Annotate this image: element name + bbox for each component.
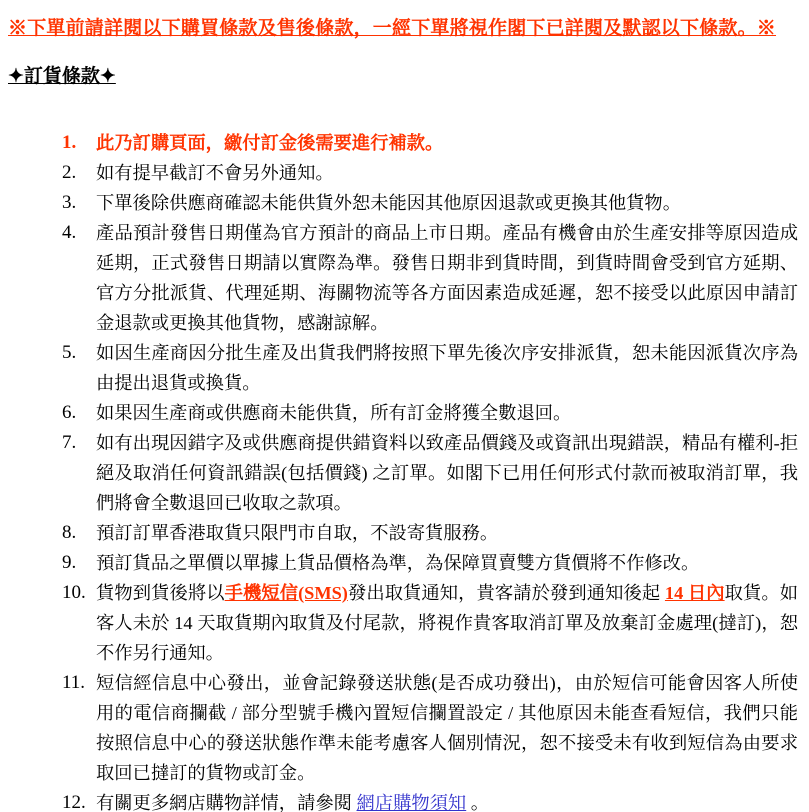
- term-number: 11.: [62, 672, 86, 693]
- term-number: 1.: [62, 132, 77, 153]
- term-item: [8, 338, 798, 398]
- term-number: 5.: [62, 342, 77, 363]
- term-text: 如果因生產商或供應商未能供貨，所有訂金將獲全數退回。: [96, 403, 572, 423]
- order-terms-heading: ✦訂貨條款✦: [8, 66, 116, 87]
- term-number: 8.: [62, 522, 77, 543]
- term-number: 4.: [62, 222, 77, 243]
- term-item: [8, 788, 798, 812]
- term-number: 2.: [62, 162, 77, 183]
- order-terms-list: [8, 128, 798, 812]
- term-text: 有關更多網店購物詳情，請參閱: [96, 793, 357, 812]
- term-item: [8, 398, 798, 428]
- term-text: 發出取貨通知，貴客請於發到通知後起: [347, 583, 665, 603]
- term-item: [8, 668, 798, 788]
- term-item: [8, 188, 798, 218]
- term-text: 此乃訂購頁面，繳付訂金後需要進行補款。: [96, 133, 444, 153]
- sms-notice-highlight: 手機短信(SMS): [224, 583, 348, 603]
- pickup-deadline-highlight: 14 日內: [664, 583, 725, 603]
- term-text: 預訂訂單香港取貨只限門市自取，不設寄貨服務。: [96, 523, 499, 543]
- term-number: 9.: [62, 552, 77, 573]
- term-number: 7.: [62, 432, 77, 453]
- term-number: 3.: [62, 192, 77, 213]
- term-item: [8, 218, 798, 338]
- store-shopping-guide-link[interactable]: 網店購物須知: [356, 793, 467, 812]
- term-item: [8, 548, 798, 578]
- term-text: 取貨。如客人未於 14 天取貨期內取貨及付尾款，將視作貴客取消訂單及放棄訂金處理(撻訂)，恕不作另行通知。: [96, 583, 799, 663]
- term-number: 10.: [62, 582, 86, 603]
- term-item: [8, 518, 798, 548]
- term-item: [8, 158, 798, 188]
- term-text: 短信經信息中心發出，並會記錄發送狀態(是否成功發出)，由於短信可能會因客人所使用的電信商攔截 / 部分型號手機內置短信攔置設定 / 其他原因未能查看短信，我們只能按照信息中心的發送狀態作準未能考慮客人個別情況，恕不接受未有收到短信為由要求取回已撻訂的貨物或訂金。: [96, 673, 798, 783]
- term-text: 。: [466, 793, 490, 812]
- term-text: 產品預計發售日期僅為官方預計的商品上市日期。產品有機會由於生產安排等原因造成延期，正式發售日期請以實際為準。發售日期非到貨時間，到貨時間會受到官方延期、官方分批派貨、代理延期、海關物流等各方面因素造成延遲，恕不接受以此原因申請訂金退款或更換其他貨物，感謝諒解。: [96, 223, 798, 333]
- term-item: [8, 578, 798, 668]
- term-text: 如因生產商因分批生產及出貨我們將按照下單先後次序安排派貨，恕未能因派貨次序為由提出退貨或換貨。: [96, 343, 798, 393]
- term-text: 下單後除供應商確認未能供貨外恕未能因其他原因退款或更換其他貨物。: [96, 193, 681, 213]
- term-number: 6.: [62, 402, 77, 423]
- purchase-notice: ※下單前請詳閱以下購買條款及售後條款，一經下單將視作閣下已詳閱及默認以下條款。※: [8, 18, 777, 39]
- term-text: 如有出現因錯字及或供應商提供錯資料以致產品價錢及或資訊出現錯誤，精品有權利-拒絕及取消任何資訊錯誤(包括價錢) 之訂單。如閣下已用任何形式付款而被取消訂單，我們將會全數退回已收取之款項。: [96, 433, 798, 513]
- term-text: 如有提早截訂不會另外通知。: [96, 163, 334, 183]
- term-item: [8, 128, 798, 158]
- term-number: 12.: [62, 792, 86, 812]
- term-text: 貨物到貨後將以: [96, 583, 225, 603]
- term-text: 預訂貨品之單價以單據上貨品價格為準，為保障買賣雙方貨價將不作修改。: [96, 553, 700, 573]
- term-item: [8, 428, 798, 518]
